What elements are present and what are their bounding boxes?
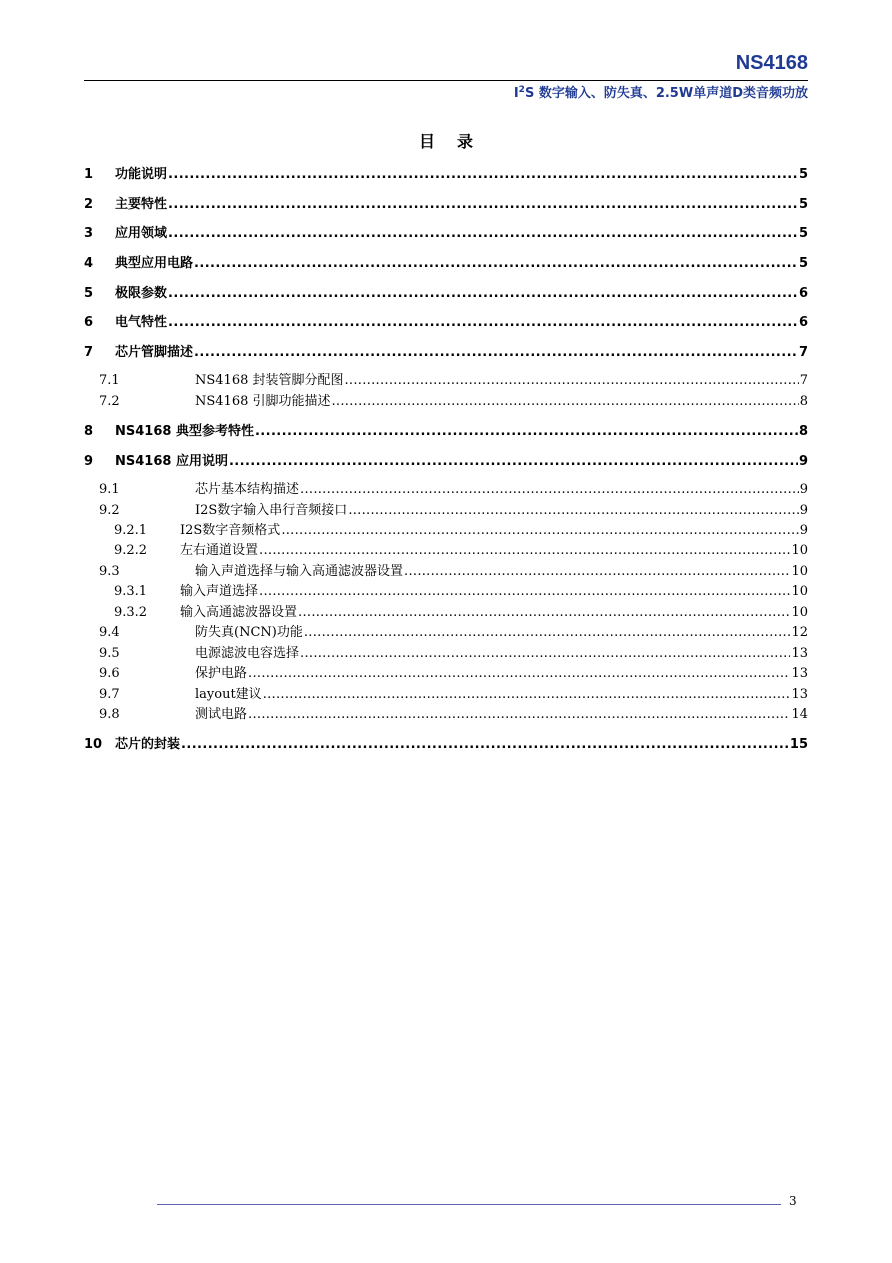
- toc-dot-leader: [259, 543, 790, 558]
- toc-entry-number: 9.7: [99, 687, 120, 702]
- toc-entry-title: 输入声道选择: [180, 584, 259, 599]
- toc-dot-leader: [194, 345, 798, 360]
- toc-dot-leader: [194, 256, 798, 271]
- toc-dot-leader: [300, 646, 790, 661]
- toc-entry-title: 测试电路: [195, 707, 248, 722]
- toc-entry-page: 9: [799, 503, 808, 518]
- toc-entry-title: 极限参数: [115, 286, 168, 301]
- toc-entry[interactable]: [84, 560, 808, 579]
- toc-entry-number: 9: [84, 454, 94, 469]
- toc-entry-number: 7.2: [99, 394, 120, 409]
- toc-dot-leader: [181, 737, 789, 752]
- toc-entry[interactable]: [84, 519, 808, 538]
- toc-dot-leader: [168, 286, 798, 301]
- toc-entry-number: 9.5: [99, 646, 120, 661]
- toc-entry-title: 芯片的封装: [115, 737, 181, 752]
- toc-entry-number: 7.1: [99, 373, 120, 388]
- toc-entry-number: 3: [84, 226, 94, 241]
- toc-dot-leader: [229, 454, 798, 469]
- toc-entry[interactable]: [84, 621, 808, 640]
- toc-entry[interactable]: [84, 252, 808, 271]
- toc-entry-number: 5: [84, 286, 94, 301]
- toc-dot-leader: [404, 564, 790, 579]
- toc-entry-page: 8: [798, 424, 808, 439]
- toc-entry-number: 6: [84, 315, 94, 330]
- toc-entry[interactable]: [84, 683, 808, 702]
- toc-entry-page: 10: [791, 564, 808, 579]
- toc-entry[interactable]: [84, 601, 808, 620]
- toc-entry-page: 6: [798, 315, 808, 330]
- toc-entry-title: 应用领域: [115, 226, 168, 241]
- toc-dot-leader: [259, 584, 790, 599]
- toc-entry-page: 5: [798, 197, 808, 212]
- toc-entry[interactable]: [84, 642, 808, 661]
- toc-entry[interactable]: [84, 420, 808, 439]
- toc-dot-leader: [300, 482, 799, 497]
- toc-entry[interactable]: [84, 341, 808, 360]
- toc-dot-leader: [248, 707, 790, 722]
- toc-entry-page: 14: [791, 707, 808, 722]
- toc-entry-number: 9.2.1: [114, 523, 148, 538]
- toc-entry-page: 7: [798, 345, 808, 360]
- toc-entry-number: 9.6: [99, 666, 120, 681]
- toc-entry-page: 9: [799, 482, 808, 497]
- toc-entry-number: 2: [84, 197, 94, 212]
- toc-entry-page: 6: [798, 286, 808, 301]
- toc-entry-title: 功能说明: [115, 167, 168, 182]
- toc-entry-number: 9.1: [99, 482, 120, 497]
- toc-dot-leader: [168, 167, 798, 182]
- toc-entry[interactable]: [84, 580, 808, 599]
- toc-entry[interactable]: [84, 662, 808, 681]
- toc-entry-title: 输入高通滤波器设置: [180, 605, 298, 620]
- toc-entry[interactable]: [84, 282, 808, 301]
- toc-entry[interactable]: [84, 703, 808, 722]
- toc-entry-number: 9.3: [99, 564, 120, 579]
- toc-heading: 目录: [418, 132, 495, 151]
- toc-dot-leader: [263, 687, 791, 702]
- toc-entry-page: 15: [789, 737, 808, 752]
- toc-entry-number: 4: [84, 256, 94, 271]
- toc-entry-number: 9.2: [99, 503, 120, 518]
- toc-dot-leader: [248, 666, 790, 681]
- toc-entry-number: 9.3.1: [114, 584, 148, 599]
- footer-rule: [157, 1204, 781, 1205]
- toc-entry-title: NS4168 封装管脚分配图: [195, 373, 344, 388]
- toc-dot-leader: [255, 424, 798, 439]
- toc-entry-title: 芯片管脚描述: [115, 345, 194, 360]
- toc-entry-title: NS4168 应用说明: [115, 454, 228, 469]
- toc-dot-leader: [281, 523, 798, 538]
- toc-entry-title: 主要特性: [115, 197, 168, 212]
- toc-entry-title: I2S数字输入串行音频接口: [195, 503, 348, 518]
- toc-entry-page: 5: [798, 256, 808, 271]
- header-rule: [84, 80, 808, 81]
- toc-entry-page: 9: [798, 454, 808, 469]
- toc-entry-title: 芯片基本结构描述: [195, 482, 300, 497]
- footer-page-number: 3: [789, 1194, 797, 1208]
- toc-dot-leader: [168, 315, 798, 330]
- toc-entry-number: 1: [84, 167, 94, 182]
- toc-entry[interactable]: [84, 539, 808, 558]
- toc-entry-page: 10: [791, 584, 808, 599]
- toc-entry-page: 9: [799, 523, 808, 538]
- document-subtitle: $I^2S$ 数字输入、防失真、2.5W单声道D类音频功放: [513, 85, 808, 101]
- toc-entry-page: 8: [799, 394, 808, 409]
- toc-entry-title: 左右通道设置: [180, 543, 259, 558]
- toc-entry[interactable]: [84, 733, 808, 752]
- toc-entry-title: NS4168 引脚功能描述: [195, 394, 331, 409]
- toc-entry-number: 9.8: [99, 707, 120, 722]
- toc-entry-title: I2S数字音频格式: [180, 523, 281, 538]
- toc-entry-page: 10: [791, 605, 808, 620]
- toc-entry[interactable]: [84, 450, 808, 469]
- toc-entry-number: 8: [84, 424, 94, 439]
- toc-dot-leader: [345, 373, 799, 388]
- toc-entry-title: 电气特性: [115, 315, 168, 330]
- toc-entry[interactable]: [84, 163, 808, 182]
- toc-entry-title: NS4168 典型参考特性: [115, 424, 254, 439]
- toc-entry-number: 7: [84, 345, 94, 360]
- toc-dot-leader: [168, 197, 798, 212]
- toc-entry-number: 9.2.2: [114, 543, 148, 558]
- toc-entry-title: 保护电路: [195, 666, 248, 681]
- toc-entry[interactable]: [84, 369, 808, 388]
- toc-dot-leader: [298, 605, 790, 620]
- toc-entry-page: 7: [799, 373, 808, 388]
- toc-dot-leader: [304, 625, 791, 640]
- toc-dot-leader: [348, 503, 798, 518]
- toc-entry[interactable]: [84, 222, 808, 241]
- toc-entry-title: 输入声道选择与输入高通滤波器设置: [195, 564, 404, 579]
- toc-entry-page: 12: [791, 625, 808, 640]
- toc-entry-page: 13: [791, 646, 808, 661]
- toc-entry-title: 防失真(NCN)功能: [195, 625, 303, 640]
- toc-entry-title: layout建议: [195, 687, 262, 702]
- toc-entry-number: 9.3.2: [114, 605, 148, 620]
- toc-dot-leader: [332, 394, 799, 409]
- toc-entry-title: 电源滤波电容选择: [195, 646, 300, 661]
- toc-entry[interactable]: [84, 390, 808, 409]
- toc-entry-page: 5: [798, 167, 808, 182]
- toc-entry-page: 10: [791, 543, 808, 558]
- toc-entry-page: 13: [791, 666, 808, 681]
- toc-entry-title: 典型应用电路: [115, 256, 194, 271]
- toc-entry-page: 5: [798, 226, 808, 241]
- toc-entry-number: 9.4: [99, 625, 120, 640]
- toc-entry[interactable]: [84, 311, 808, 330]
- toc-entry[interactable]: [84, 499, 808, 518]
- toc-dot-leader: [168, 226, 798, 241]
- toc-entry[interactable]: [84, 193, 808, 212]
- toc-entry[interactable]: [84, 478, 808, 497]
- toc-entry-number: 10: [84, 737, 103, 752]
- toc-entry-page: 13: [791, 687, 808, 702]
- product-name: NS4168: [735, 52, 808, 74]
